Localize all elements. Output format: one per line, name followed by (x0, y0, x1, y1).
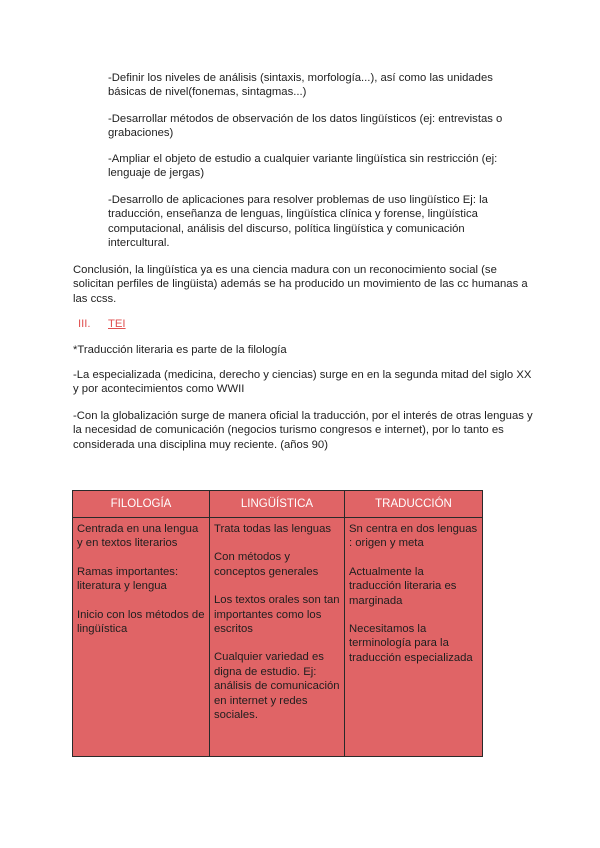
cell-text: Trata todas las lenguas (214, 523, 332, 535)
cell-text: Sn centra en dos lenguas : origen y meta (349, 523, 478, 550)
paragraph-applications: -Desarrollo de aplicaciones para resolver problemas de uso lingüístico Ej: la traducción, enseñanza de lenguas, lingüística clínica y forense, lingüística computacional, análisis del discurso, política lingüística y comunicación intercultural. (108, 194, 488, 250)
header-filologia: FILOLOGÍA (73, 491, 210, 518)
header-traduccion: TRADUCCIÓN (345, 491, 483, 518)
cell-text: Centrada en una lengua y en textos literarios (77, 523, 199, 550)
cell-text: Con métodos y conceptos generales (214, 551, 319, 578)
cell-traduccion (345, 518, 483, 757)
cell-text: Necesitamos la terminología para la traducción especializada (349, 623, 473, 664)
cell-linguistica (210, 518, 345, 757)
paragraph-globalization: -Con la globalización surge de manera oficial la traducción, por el interés de otras lenguas y la necesidad de comunicación (negocios turismo congresos e internet), por lo tanto es considerada una disciplina muy reciente. (años 90) (73, 410, 533, 451)
comparison-table (72, 490, 483, 757)
paragraph-literary-translation: *Traducción literaria es parte de la filología (73, 344, 287, 356)
cell-text: Actualmente la traducción literaria es marginada (349, 565, 457, 607)
cell-text: Inicio con los métodos de lingüística (77, 608, 205, 636)
cell-text: Cualquier variedad es digna de estudio. Ej: análisis de comunicación en internet y redes sociales. (214, 651, 340, 722)
section-numeral: III. (78, 318, 91, 330)
paragraph-conclusion: Conclusión, la lingüística ya es una ciencia madura con un reconocimiento social (se solicitan perfiles de lingüista) además se ha producido un movimiento de las cc humanas a las ccss. (73, 264, 528, 305)
table-header-row (73, 491, 483, 518)
section-title: TEI (108, 318, 126, 330)
paragraph-levels: -Definir los niveles de análisis (sintaxis, morfología...), así como las unidades básicas de nivel(fonemas, sintagmas...) (108, 72, 493, 99)
cell-text: Los textos orales son tan importantes como los escritos (214, 594, 340, 636)
paragraph-specialized: -La especializada (medicina, derecho y ciencias) surge en en la segunda mitad del siglo XX y por acontecimientos como WWII (73, 369, 532, 396)
header-linguistica: LINGÜÍSTICA (210, 491, 345, 518)
table-row (73, 518, 483, 757)
section-heading (78, 317, 126, 331)
cell-filologia (73, 518, 210, 757)
cell-text: Ramas importantes: literatura y lengua (77, 565, 179, 593)
paragraph-methods: -Desarrollar métodos de observación de los datos lingüísticos (ej: entrevistas o grabaciones) (108, 113, 503, 140)
paragraph-scope: -Ampliar el objeto de estudio a cualquier variante lingüística sin restricción (ej: lenguaje de jergas) (108, 153, 498, 180)
